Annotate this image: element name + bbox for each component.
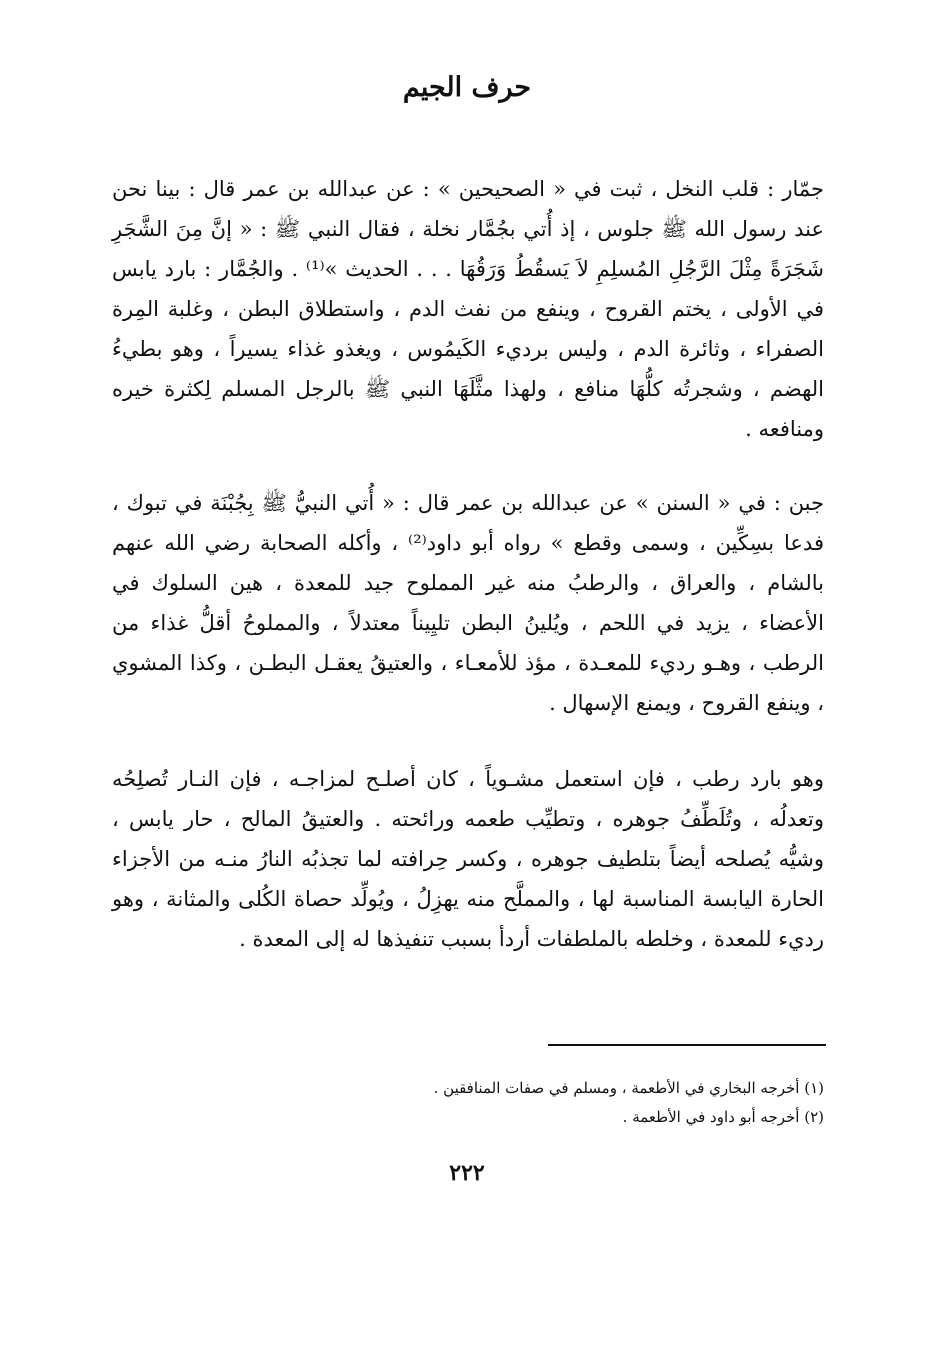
footnote-divider [548,1044,826,1046]
footnote-1: (١) أخرجه البخاري في الأطعمة ، ومسلم في صفات المنافقين . [433,1079,824,1097]
footnotes [112,1074,824,1132]
chapter-heading: حرف الجيم [402,72,532,103]
footnote-2: (٢) أخرجه أبو داود في الأطعمة . [622,1108,824,1126]
paragraph-jubn: جبن : في « السنن » عن عبدالله بن عمر قال : « أُتي النبيُّ ﷺ بِجُبْنَة في تبوك ، فدعا بسِكِّين ، وسمى وقطع » رواه أبو داود⁽²⁾ ، وأكله الصحابة رضي الله عنهم بالشام ، والعراق ، والرطبُ منه غير المملوح جيد للمعدة ، هين السلوك في الأعضاء ، يزيد في اللحم ، ويُلينُ البطن تليِيناً معتدلاً ، والمملوحُ أقلُّ غذاء من الرطب ، وهـو رديء للمعـدة ، مؤذ للأمعـاء ، والعتيقُ يعقـل البطـن ، وكذا المشوي ، وينفع القروح ، ويمنع الإسهال . [112,491,824,715]
paragraph-jubn-continued: وهو بارد رطب ، فإن استعمل مشـوياً ، كان أصلـح لمزاجـه ، فإن النـار تُصلِحُه وتعدلُه ، وتُلَطِّفُ جوهره ، وتطيِّب طعمه ورائحته . والعتيقُ المالح ، حار يابس ، وشيُّه يُصلحه أيضاً بتلطيف جوهره ، وكسر حِرافته لما تجذبُه النارُ منـه من الأجزاء الحارة اليابسة المناسبة لها ، والمملَّح منه يهزِلُ ، ويُولِّد حصاة الكُلى والمثانة ، وهو رديء للمعدة ، وخلطه بالملطفات أردأ بسبب تنفيذها له إلى المعدة . [112,767,824,951]
page-number: ٢٢٢ [449,1160,485,1186]
paragraph-jummar: جمّار : قلب النخل ، ثبت في « الصحيحين » : عن عبدالله بن عمر قال : بينا نحن عند رسول الله ﷺ جلوس ، إذ أُتي بجُمَّار نخلة ، فقال النبي ﷺ : « إنَّ مِنَ الشَّجَرِ شَجَرَةً مِثْلَ الرَّجُلِ المُسلِمِ لاَ يَسقُطُ وَرَقُهَا . . . الحديث »⁽¹⁾ . والجُمَّار : بارد يابس في الأولى ، يختم القروح ، وينفع من نفث الدم ، واستطلاق البطن ، وغلبة المِرة الصفراء ، وثائرة الدم ، وليس برديء الكَيمُوس ، ويغذو غذاء يسيراً ، وهو بطيءُ الهضم ، وشجرتُه كلُّهَا منافع ، ولهذا مثَّلَهَا النبي ﷺ بالرجل المسلم لِكثرة خيره ومنافعه . [112,177,824,441]
